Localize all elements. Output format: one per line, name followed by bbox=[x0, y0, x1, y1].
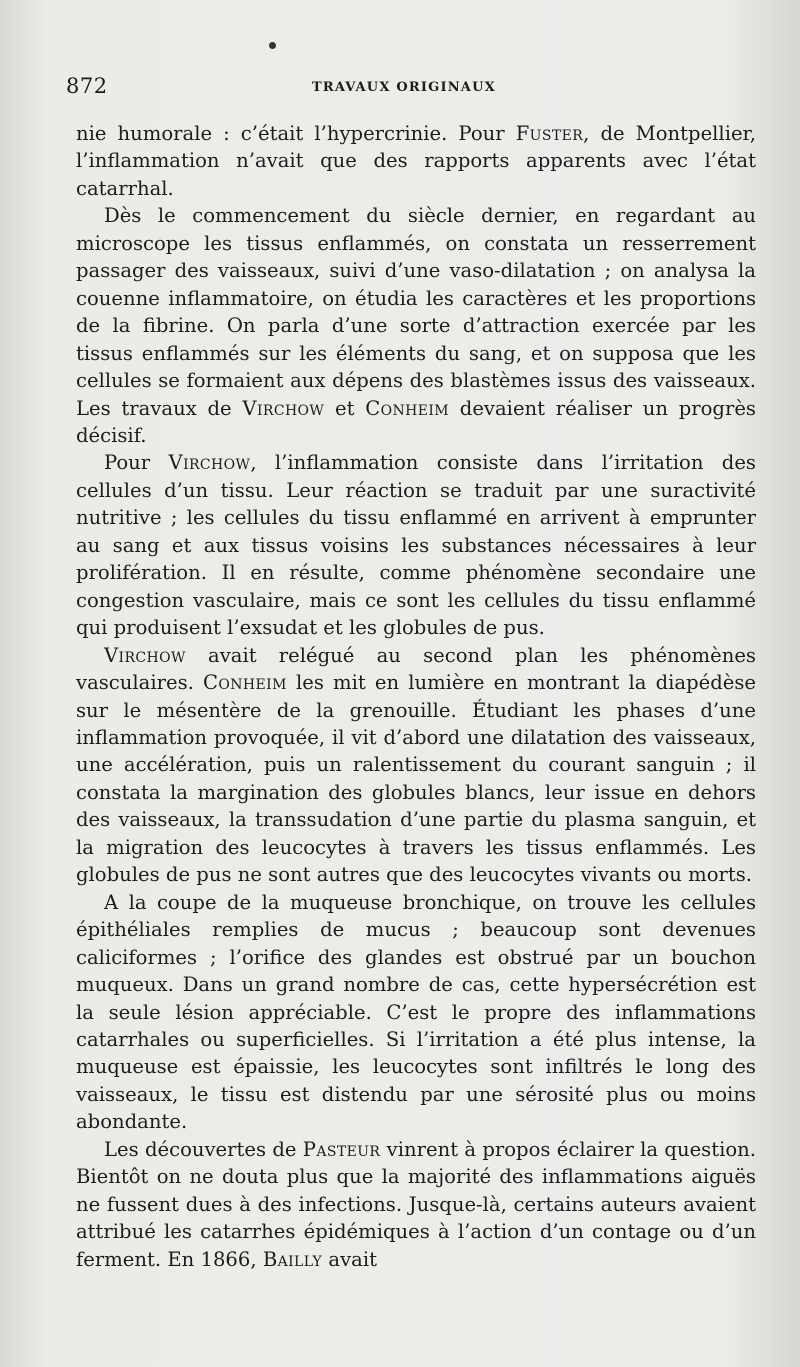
text-run: Les découvertes de bbox=[104, 1137, 303, 1161]
text-run: vinrent à propos éclairer la question. Bientôt on ne douta plus que la majorité des inflammations aiguës ne fussent dues à des infections. Jusque-là, certains auteurs avaient attribué les catarrhes épidémiques à l’action d’un contage ou d’un ferment. En 1866, bbox=[76, 1137, 756, 1271]
paragraph bbox=[76, 449, 756, 641]
text-run: avait relégué au second plan les phénomènes vasculaires. bbox=[76, 643, 756, 695]
text-run: avait bbox=[322, 1247, 378, 1271]
page-header bbox=[66, 74, 756, 104]
text-run: A la coupe de la muqueuse bronchique, on trouve les cellules épithéliales remplies de mucus ; beaucoup sont devenues caliciformes ; l’orifice des glandes est obstrué par un bouchon muqueux. Dans un grand nombre de cas, cette hypersécrétion est la seule lésion appréciable. C’est le propre des inflammations catarrhales ou superficielles. Si l’irritation a été plus intense, la muqueuse est épaissie, les leucocytes sont infiltrés le long des vaisseaux, le tissu est distendu par une sérosité plus ou moins abondante. bbox=[76, 890, 756, 1134]
body-text bbox=[76, 120, 756, 1273]
paragraph bbox=[76, 889, 756, 1136]
author-name: Virchow bbox=[168, 451, 251, 475]
text-run: , de Montpellier, l’inflammation n’avait que des rapports apparents avec l’état catarrhal. bbox=[76, 122, 756, 200]
paragraph bbox=[76, 120, 756, 202]
author-name: Bailly bbox=[262, 1247, 323, 1271]
author-name: Conheim bbox=[203, 671, 287, 695]
text-run: et bbox=[324, 396, 366, 420]
author-name: Conheim bbox=[365, 396, 450, 420]
text-run: Pour bbox=[104, 451, 169, 475]
author-name: Virchow bbox=[104, 643, 186, 667]
paragraph bbox=[76, 642, 756, 889]
running-title: TRAVAUX ORIGINAUX bbox=[312, 80, 496, 95]
text-run: , l’inflammation consiste dans l’irritation des cellules d’un tissu. Leur réaction se traduit par une suractivité nutritive ; les cellules du tissu enflammé en arrivent à emprunter au sang et aux tissus voisins les substances nécessaires à leur prolifération. Il en résulte, comme phénomène secondaire une congestion vasculaire, mais ce sont les cellules du tissu enflammé qui produisent l’exsudat et les globules de pus. bbox=[76, 451, 756, 640]
paragraph bbox=[76, 1136, 756, 1273]
author-name: Fuster bbox=[515, 122, 584, 145]
author-name: Pasteur bbox=[302, 1137, 381, 1161]
text-run: les mit en lumière en montrant la diapédèse sur le mésentère de la grenouille. Étudiant les phases d’une inflammation provoquée, il vit d’abord une dilatation des vaisseaux, une accélération, puis un ralentissement du courant sanguin ; il constata la margination des globules blancs, leur issue en dehors des vaisseaux, la transsudation d’une partie du plasma sanguin, et la migration des leucocytes à travers les tissus enflammés. Les globules de pus ne sont autres que des leucocytes vivants ou morts. bbox=[76, 671, 756, 887]
text-run: nie humorale : c’était l’hypercrinie. Pour bbox=[76, 122, 516, 145]
page-number: 872 bbox=[66, 74, 108, 98]
text-run: Dès le commencement du siècle dernier, en regardant au microscope les tissus enflammés, on constata un resserrement passager des vaisseaux, suivi d’une vaso-dilatation ; on analysa la couenne inflammatoire, on étudia les caractères et les proportions de la fibrine. On parla d’une sorte d’attraction exercée par les tissus enflammés sur les éléments du sang, et on supposa que les cellules se formaient aux dépens des blastèmes issus des vaisseaux. Les travaux de bbox=[76, 204, 756, 420]
ink-dot bbox=[269, 42, 276, 49]
paragraph bbox=[76, 202, 756, 449]
author-name: Virchow bbox=[242, 396, 325, 420]
text-run: devaient réaliser un progrès décisif. bbox=[76, 396, 756, 447]
